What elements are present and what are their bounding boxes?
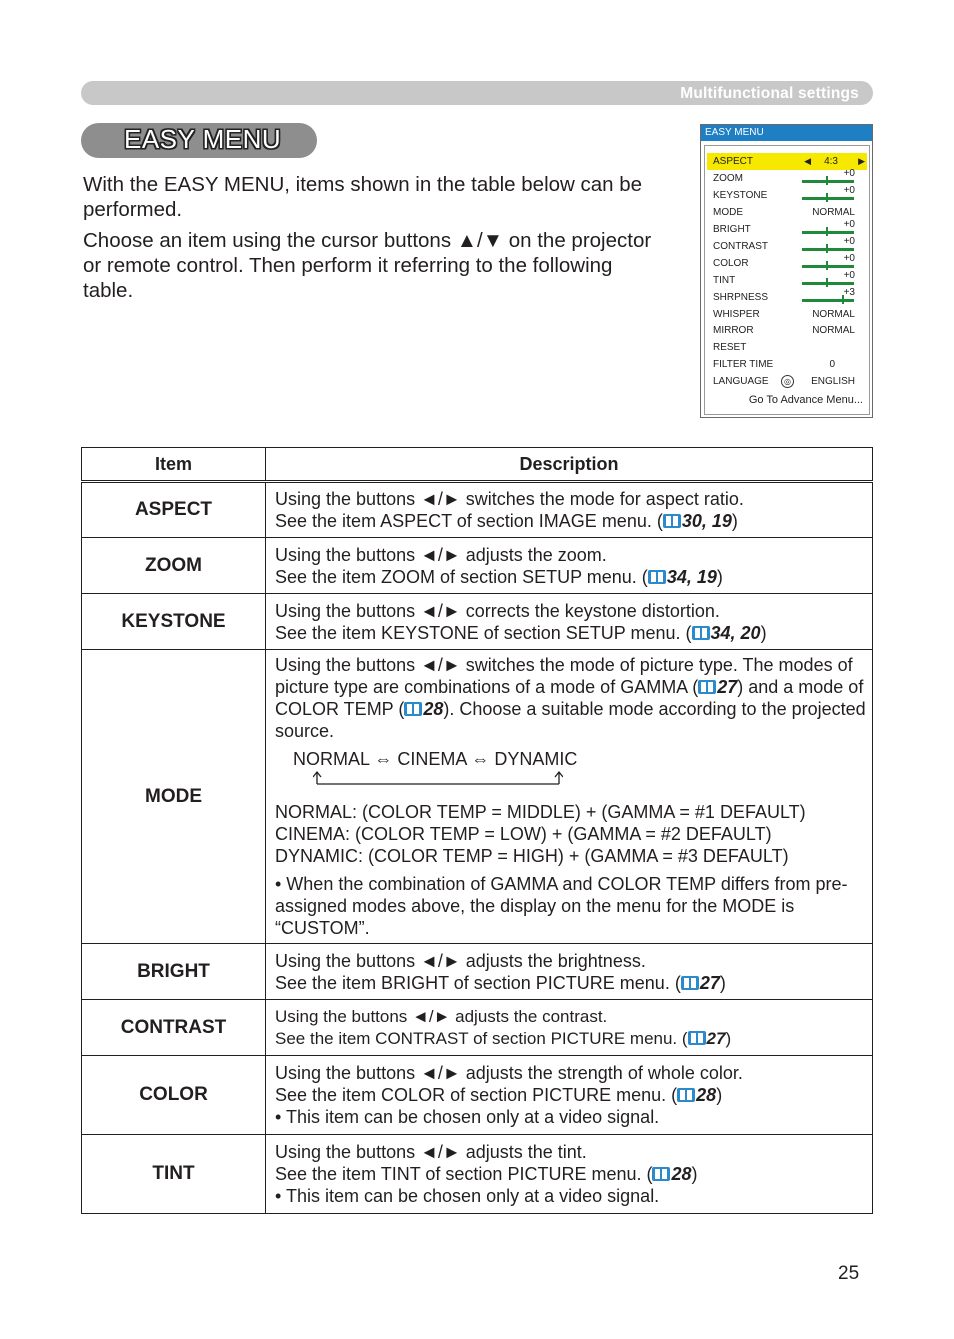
item-keystone: KEYSTONE	[82, 594, 266, 650]
book-icon	[692, 626, 710, 640]
desc-keystone	[266, 594, 873, 650]
item-contrast: CONTRAST	[82, 1000, 266, 1056]
table-row	[82, 944, 873, 1000]
osd-row-value: +3	[843, 287, 855, 298]
page-ref: 30, 19	[681, 511, 732, 531]
easy-menu-table	[81, 447, 873, 1214]
page-ref: 28	[696, 1085, 717, 1105]
table-row	[82, 1000, 873, 1056]
desc-color	[266, 1056, 873, 1135]
item-tint: TINT	[82, 1135, 266, 1214]
desc-text: )	[691, 1164, 698, 1184]
osd-row-sharpness	[705, 289, 869, 306]
osd-row-label: BRIGHT	[713, 224, 751, 235]
page-title: EASY MENU	[124, 124, 282, 154]
globe-icon: ◎	[781, 375, 794, 388]
page-title-pill	[81, 123, 317, 158]
desc-line	[275, 1028, 866, 1050]
desc-line	[275, 566, 866, 588]
item-zoom: ZOOM	[82, 538, 266, 594]
desc-note: • This item can be chosen only at a video signal.	[275, 1107, 660, 1127]
osd-row-label: ASPECT	[713, 156, 754, 167]
page-ref: 27	[717, 677, 738, 697]
item-mode: MODE	[82, 650, 266, 944]
osd-row-label: CONTRAST	[713, 241, 768, 252]
section-header-bar	[81, 81, 873, 105]
osd-row-label: MODE	[713, 207, 743, 218]
osd-row-label: LANGUAGE	[713, 376, 769, 387]
book-icon	[688, 1031, 706, 1045]
osd-row-value: 4:3	[824, 156, 838, 167]
mode-cinema-def: CINEMA: (COLOR TEMP = LOW) + (GAMMA = #2 DEFAULT)	[275, 824, 772, 844]
table-row	[82, 594, 873, 650]
desc-line: Using the buttons ◄/► switches the mode for aspect ratio.	[275, 489, 744, 509]
book-icon	[652, 1167, 670, 1181]
desc-note: • This item can be chosen only at a video signal.	[275, 1186, 660, 1206]
book-icon	[677, 1088, 695, 1102]
mode-note: • When the combination of GAMMA and COLOR TEMP differs from pre-assigned modes above, the display on the menu for the MODE is “CUSTOM”.	[275, 874, 848, 938]
table-row	[82, 1135, 873, 1214]
intro-paragraph-1: With the EASY MENU, items shown in the table below can be performed.	[83, 173, 643, 221]
desc-text: See the item CONTRAST of section PICTURE menu. (	[275, 1028, 688, 1048]
desc-text: )	[725, 1028, 732, 1048]
osd-row-whisper	[705, 306, 869, 323]
desc-text: See the item ZOOM of section SETUP menu. (	[275, 566, 648, 587]
osd-level-bar	[802, 197, 854, 200]
osd-advance-link: Go To Advance Menu...	[748, 394, 863, 406]
desc-line: Using the buttons ◄/► adjusts the strength of whole color.	[275, 1063, 743, 1083]
desc-text: See the item KEYSTONE of section SETUP menu. (	[275, 622, 692, 643]
osd-row-filter-time	[705, 356, 869, 373]
desc-line	[275, 510, 866, 532]
osd-easy-menu	[700, 124, 873, 418]
desc-text: )	[716, 566, 723, 587]
table-row	[82, 650, 873, 944]
desc-text: )	[731, 511, 738, 531]
osd-menu-body	[704, 145, 870, 415]
section-title: Multifunctional settings	[680, 85, 859, 102]
osd-row-language	[705, 373, 869, 390]
book-icon	[404, 702, 422, 716]
mode-normal-def: NORMAL: (COLOR TEMP = MIDDLE) + (GAMMA = #1 DEFAULT)	[275, 802, 806, 822]
desc-text: )	[760, 622, 767, 643]
osd-row-label: SHRPNESS	[713, 292, 769, 303]
left-arrow-icon: ◀	[804, 156, 811, 166]
osd-row-label: KEYSTONE	[713, 190, 768, 201]
osd-row-value: +0	[843, 219, 855, 230]
page-ref: 27	[706, 1028, 726, 1048]
osd-row-value: +0	[843, 236, 855, 247]
item-aspect: ASPECT	[82, 482, 266, 538]
desc-text: See the item ASPECT of section IMAGE menu. (	[275, 511, 663, 531]
desc-text: )	[716, 1085, 723, 1105]
osd-row-label: FILTER TIME	[713, 359, 774, 370]
osd-row-label: WHISPER	[713, 309, 760, 320]
table-header-row	[82, 448, 873, 482]
desc-text: See the item COLOR of section PICTURE menu. (	[275, 1085, 678, 1105]
desc-text: )	[719, 972, 726, 993]
desc-bright	[266, 944, 873, 1000]
desc-line: Using the buttons ◄/► adjusts the tint.	[275, 1142, 587, 1162]
desc-text: See the item TINT of section PICTURE menu. (	[275, 1164, 653, 1184]
mode-dynamic-def: DYNAMIC: (COLOR TEMP = HIGH) + (GAMMA = #3 DEFAULT)	[275, 846, 789, 866]
osd-row-value: +0	[843, 168, 855, 179]
page-ref: 34, 20	[710, 622, 761, 643]
osd-row-value: ENGLISH	[811, 376, 855, 387]
page-ref: 28	[423, 699, 444, 719]
osd-row-label: MIRROR	[713, 325, 754, 336]
table-row	[82, 482, 873, 538]
desc-line	[275, 1163, 866, 1185]
osd-row-keystone	[705, 187, 869, 204]
book-icon	[681, 976, 699, 990]
osd-row-label: COLOR	[713, 258, 749, 269]
desc-line: Using the buttons ◄/► adjusts the zoom.	[275, 544, 607, 565]
desc-line: Using the buttons ◄/► corrects the keystone distortion.	[275, 600, 720, 621]
osd-row-reset	[705, 339, 869, 356]
cycle-return-arrow-icon	[313, 770, 563, 790]
desc-line	[275, 622, 866, 644]
page-number: 25	[838, 1263, 860, 1284]
mode-cycle: NORMAL ⇔ CINEMA ⇔ DYNAMIC	[293, 749, 578, 769]
column-header-description: Description	[266, 448, 873, 482]
intro-paragraph-2: Choose an item using the cursor buttons ▲/▼ on the projector or remote control. Then perform it referring to the following table.	[83, 229, 652, 302]
desc-aspect	[266, 482, 873, 538]
osd-row-label: TINT	[713, 275, 736, 286]
item-color: COLOR	[82, 1056, 266, 1135]
osd-row-label: RESET	[713, 342, 747, 353]
osd-row-value: +0	[843, 270, 855, 281]
desc-line	[275, 972, 866, 994]
right-arrow-icon: ▶	[858, 156, 865, 166]
page-ref: 28	[671, 1164, 692, 1184]
desc-zoom	[266, 538, 873, 594]
item-bright: BRIGHT	[82, 944, 266, 1000]
intro-text	[83, 172, 663, 309]
book-icon	[698, 680, 716, 694]
osd-row-mirror	[705, 322, 869, 339]
desc-text: See the item BRIGHT of section PICTURE menu. (	[275, 972, 681, 993]
osd-row-value: +0	[843, 253, 855, 264]
desc-contrast	[266, 1000, 873, 1056]
desc-text: ). Choose a suitable mode according to the projected source.	[275, 699, 866, 741]
osd-title: EASY MENU	[701, 125, 872, 141]
osd-row-value: NORMAL	[812, 325, 855, 336]
desc-tint	[266, 1135, 873, 1214]
desc-line: Using the buttons ◄/► adjusts the contrast.	[275, 1006, 608, 1026]
desc-line: Using the buttons ◄/► adjusts the brightness.	[275, 950, 646, 971]
osd-row-value: +0	[843, 185, 855, 196]
osd-row-value: NORMAL	[812, 207, 855, 218]
osd-row-value: NORMAL	[812, 309, 855, 320]
book-icon	[648, 570, 666, 584]
osd-row-value: 0	[829, 359, 835, 370]
desc-mode	[266, 650, 873, 944]
page-ref: 34, 19	[666, 566, 717, 587]
book-icon	[663, 514, 681, 528]
desc-line	[275, 1084, 866, 1106]
osd-level-bar	[802, 299, 854, 302]
table-row	[82, 1056, 873, 1135]
osd-row-label: ZOOM	[713, 173, 743, 184]
desc-text: ) and a mode of COLOR TEMP (	[275, 677, 864, 719]
column-header-item: Item	[82, 448, 266, 482]
desc-text: Using the buttons ◄/► switches the mode of picture type. The modes of picture type are combinations of a mode of GAMMA (	[275, 655, 853, 697]
page-ref: 27	[699, 972, 720, 993]
desc-paragraph	[275, 654, 866, 742]
table-row	[82, 538, 873, 594]
